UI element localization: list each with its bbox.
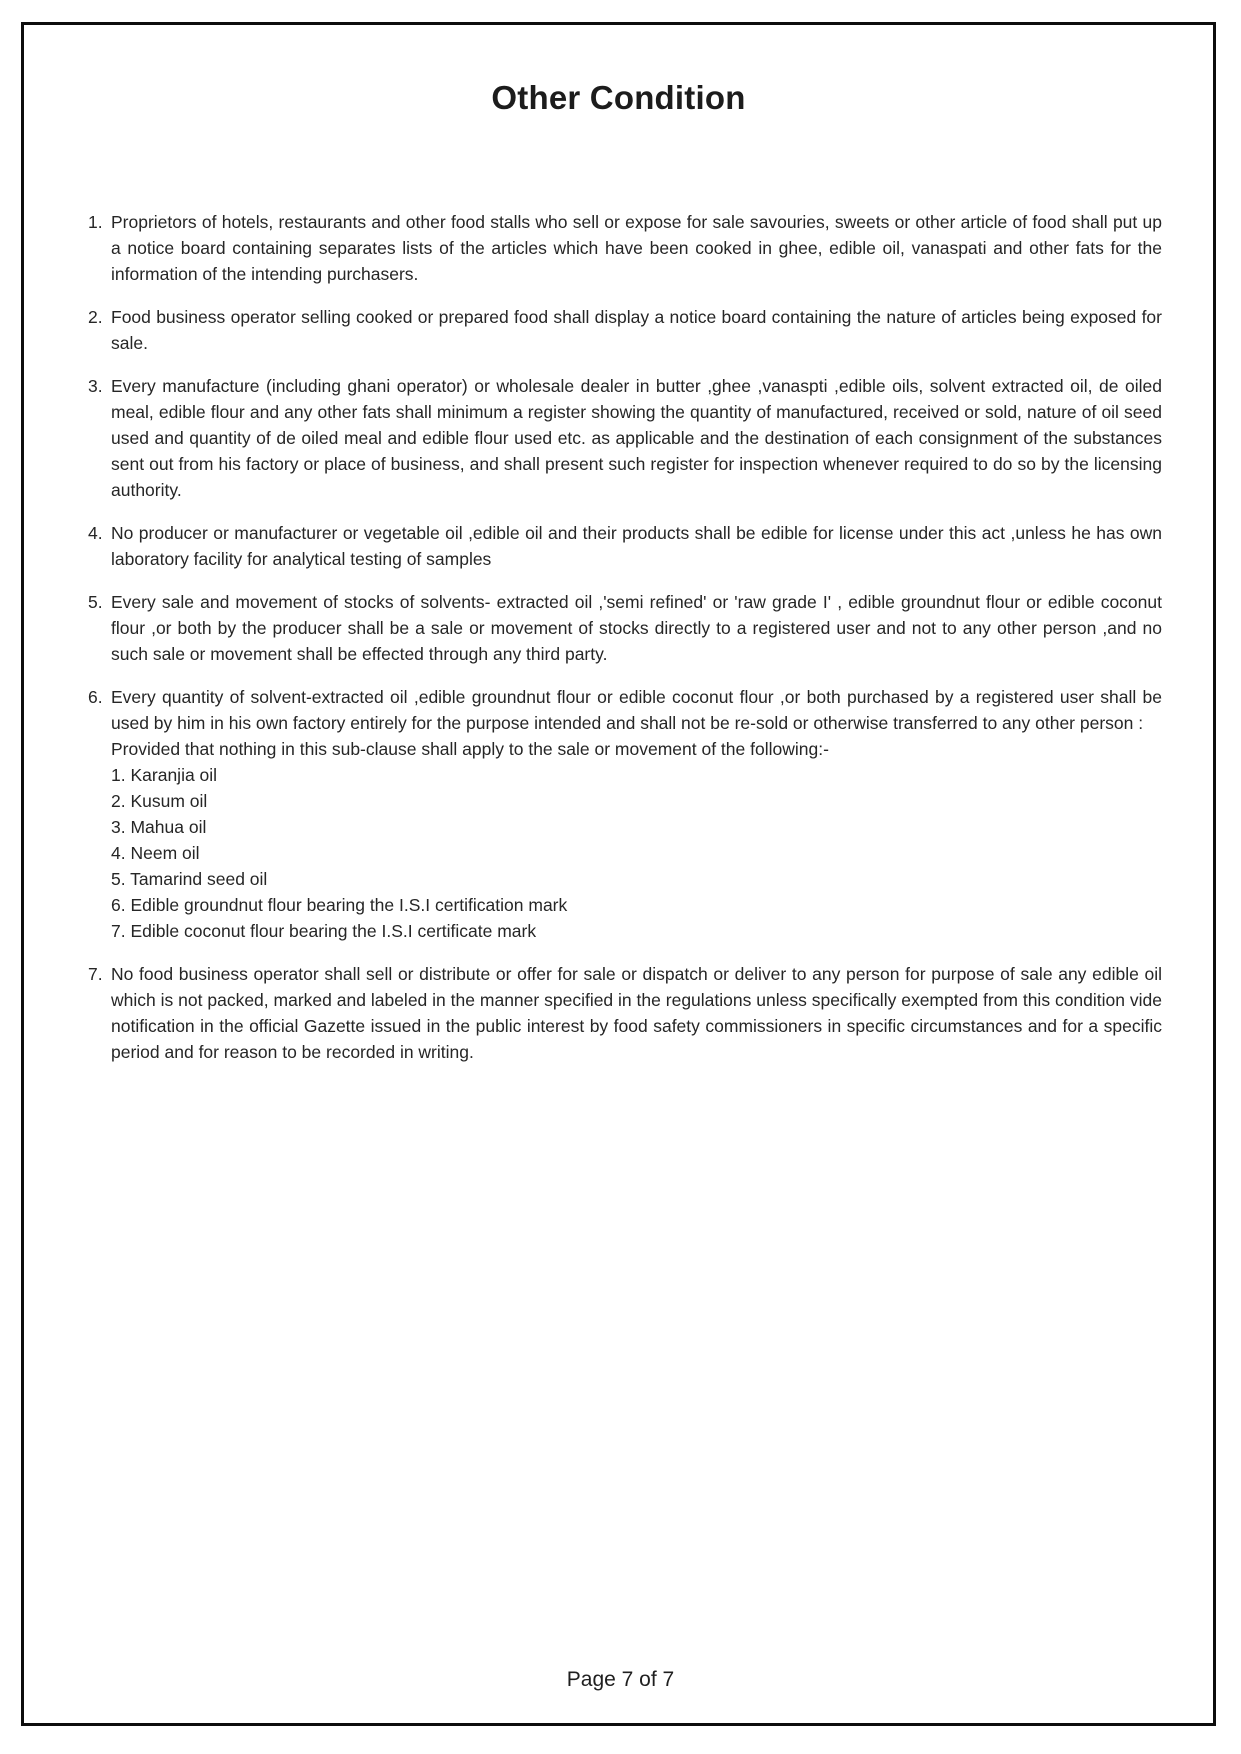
sublist-text: Edible groundnut flour bearing the I.S.I certification mark (130, 895, 568, 915)
condition-number: 4. (88, 523, 103, 543)
condition-proviso: Provided that nothing in this sub-clause shall apply to the sale or movement of the following:- (111, 739, 829, 759)
sublist-item-3 (111, 814, 1162, 840)
exempt-oils-sublist (111, 762, 1162, 944)
sublist-item-6 (111, 892, 1162, 918)
sublist-text: Karanjia oil (130, 765, 218, 785)
condition-body (111, 209, 1162, 287)
condition-number: 6. (88, 687, 103, 707)
condition-body (111, 961, 1162, 1065)
sublist-text: Tamarind seed oil (130, 869, 268, 889)
sublist-number: 2. (111, 791, 126, 811)
condition-number: 3. (88, 376, 103, 396)
sublist-item-2 (111, 788, 1162, 814)
condition-body (111, 520, 1162, 572)
condition-item-3 (88, 373, 1162, 503)
condition-text: Every sale and movement of stocks of solvents- extracted oil ,'semi refined' or 'raw grade I' , edible groundnut flour or edible coconut flour ,or both by the producer shall be a sale or movement of stocks directly to a registered user and not to any other person ,and no such sale or movement shall be effected through any third party. (111, 592, 1162, 664)
condition-text: Food business operator selling cooked or prepared food shall display a notice board containing the nature of articles being exposed for sale. (111, 307, 1162, 353)
condition-body (111, 373, 1162, 503)
conditions-list (24, 209, 1213, 1065)
sublist-item-5 (111, 866, 1162, 892)
sublist-number: 6. (111, 895, 126, 915)
condition-text: Proprietors of hotels, restaurants and other food stalls who sell or expose for sale savouries, sweets or other article of food shall put up a notice board containing separates lists of the articles which have been cooked in ghee, edible oil, vanaspati and other fats for the information of the intending purchasers. (111, 212, 1162, 284)
sublist-text: Edible coconut flour bearing the I.S.I certificate mark (130, 921, 537, 941)
sublist-text: Kusum oil (130, 791, 208, 811)
condition-number: 7. (88, 964, 103, 984)
sublist-number: 3. (111, 817, 126, 837)
condition-item-6 (88, 684, 1162, 944)
condition-text: Every quantity of solvent-extracted oil ,edible groundnut flour or edible coconut flour ,or both purchased by a registered user shall be used by him in his own factory entirely for the purpose intended and shall not be re-sold or otherwise transferred to any other person : (111, 687, 1162, 733)
condition-body (111, 589, 1162, 667)
page-title: Other Condition (491, 79, 746, 116)
condition-text: No food business operator shall sell or distribute or offer for sale or dispatch or deliver to any person for purpose of sale any edible oil which is not packed, marked and labeled in the manner specified in the regulations unless specifically exempted from this condition vide notification in the official Gazette issued in the public interest by food safety commissioners in specific circumstances and for a specific period and for reason to be recorded in writing. (111, 964, 1162, 1062)
sublist-number: 7. (111, 921, 126, 941)
page-number: Page 7 of 7 (566, 1668, 675, 1691)
sublist-number: 1. (111, 765, 126, 785)
sublist-text: Mahua oil (130, 817, 207, 837)
condition-text: Every manufacture (including ghani operator) or wholesale dealer in butter ,ghee ,vanaspti ,edible oils, solvent extracted oil, de oiled meal, edible flour and any other fats shall minimum a register showing the quantity of manufactured, received or sold, nature of oil seed used and quantity of de oiled meal and edible flour used etc. as applicable and the destination of each consignment of the substances sent out from his factory or place of business, and shall present such register for inspection whenever required to do so by the licensing authority. (111, 376, 1162, 500)
condition-item-4 (88, 520, 1162, 572)
condition-item-2 (88, 304, 1162, 356)
condition-number: 2. (88, 307, 103, 327)
sublist-item-4 (111, 840, 1162, 866)
sublist-number: 4. (111, 843, 126, 863)
condition-number: 1. (88, 212, 103, 232)
sublist-text: Neem oil (130, 843, 200, 863)
condition-text: No producer or manufacturer or vegetable oil ,edible oil and their products shall be edible for license under this act ,unless he has own laboratory facility for analytical testing of samples (111, 523, 1162, 569)
condition-body (111, 304, 1162, 356)
condition-item-1 (88, 209, 1162, 287)
condition-item-7 (88, 961, 1162, 1065)
condition-item-5 (88, 589, 1162, 667)
sublist-item-7 (111, 918, 1162, 944)
condition-number: 5. (88, 592, 103, 612)
sublist-item-1 (111, 762, 1162, 788)
document-page-border (21, 22, 1216, 1726)
sublist-number: 5. (111, 869, 126, 889)
condition-body (111, 684, 1162, 944)
